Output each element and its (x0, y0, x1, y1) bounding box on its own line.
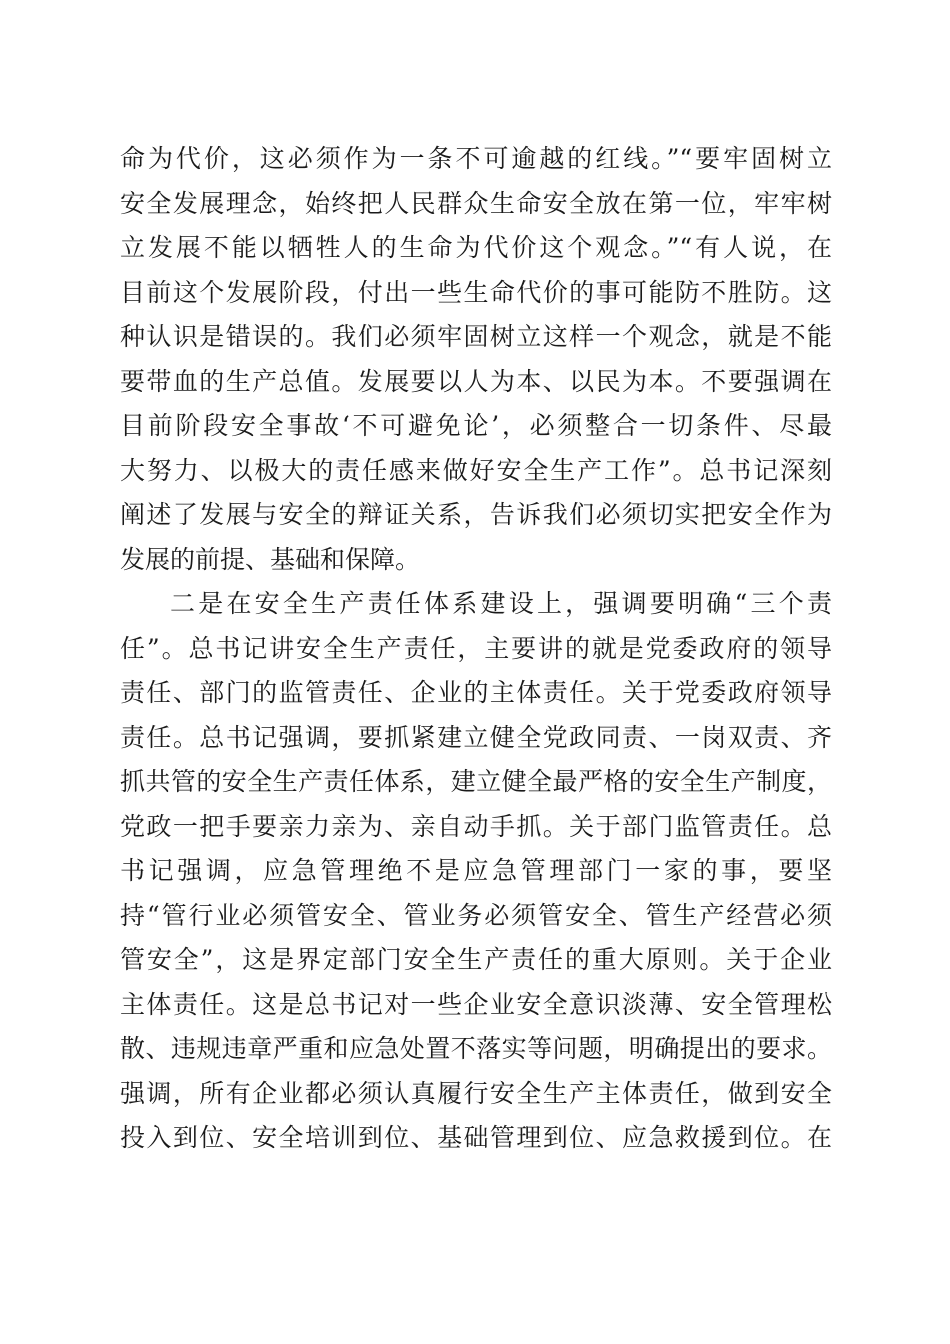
text-line: 任”。总书记讲安全生产责任，主要讲的就是党委政府的领导 (120, 633, 832, 663)
text-line: 党政一把手要亲力亲为、亲自动手抓。关于部门监管责任。总 (120, 811, 832, 841)
text-line: 发展的前提、基础和保障。 (120, 544, 421, 574)
text-line: 目前阶段安全事故‘不可避免论’，必须整合一切条件、尽最 (120, 411, 832, 440)
body-text (120, 137, 832, 1161)
text-line: 大努力、以极大的责任感来做好安全生产工作”。总书记深刻 (120, 455, 832, 485)
text-line: 抓共管的安全生产责任体系，建立健全最严格的安全生产制度， (120, 767, 832, 796)
text-line: 责任。总书记强调，要抓紧建立健全党政同责、一岗双责、齐 (120, 722, 832, 752)
text-line: 散、违规违章严重和应急处置不落实等问题，明确提出的要求。 (120, 1034, 832, 1063)
text-line: 投入到位、安全培训到位、基础管理到位、应急救援到位。在 (120, 1123, 832, 1152)
text-line: 立发展不能以牺牲人的生命为代价这个观念。”“有人说，在 (120, 233, 832, 262)
text-line: 要带血的生产总值。发展要以人为本、以民为本。不要强调在 (120, 366, 832, 396)
text-line: 二是在安全生产责任体系建设上，强调要明确“三个责 (170, 589, 832, 618)
text-line: 阐述了发展与安全的辩证关系，告诉我们必须切实把安全作为 (120, 500, 832, 529)
text-line: 命为代价，这必须作为一条不可逾越的红线。”“要牢固树立 (120, 144, 832, 173)
text-line: 持“管行业必须管安全、管业务必须管安全、管生产经营必须 (120, 900, 832, 930)
text-line: 管安全”，这是界定部门安全生产责任的重大原则。关于企业 (120, 945, 832, 974)
text-line: 种认识是错误的。我们必须牢固树立这样一个观念，就是不能 (120, 322, 832, 351)
text-line: 主体责任。这是总书记对一些企业安全意识淡薄、安全管理松 (120, 989, 832, 1019)
text-line: 书记强调，应急管理绝不是应急管理部门一家的事，要坚 (120, 856, 832, 885)
text-line: 目前这个发展阶段，付出一些生命代价的事可能防不胜防。这 (120, 277, 832, 307)
text-line: 责任、部门的监管责任、企业的主体责任。关于党委政府领导 (120, 678, 832, 707)
text-line: 强调，所有企业都必须认真履行安全生产主体责任，做到安全 (120, 1078, 832, 1108)
text-line: 安全发展理念，始终把人民群众生命安全放在第一位，牢牢树 (120, 188, 832, 218)
